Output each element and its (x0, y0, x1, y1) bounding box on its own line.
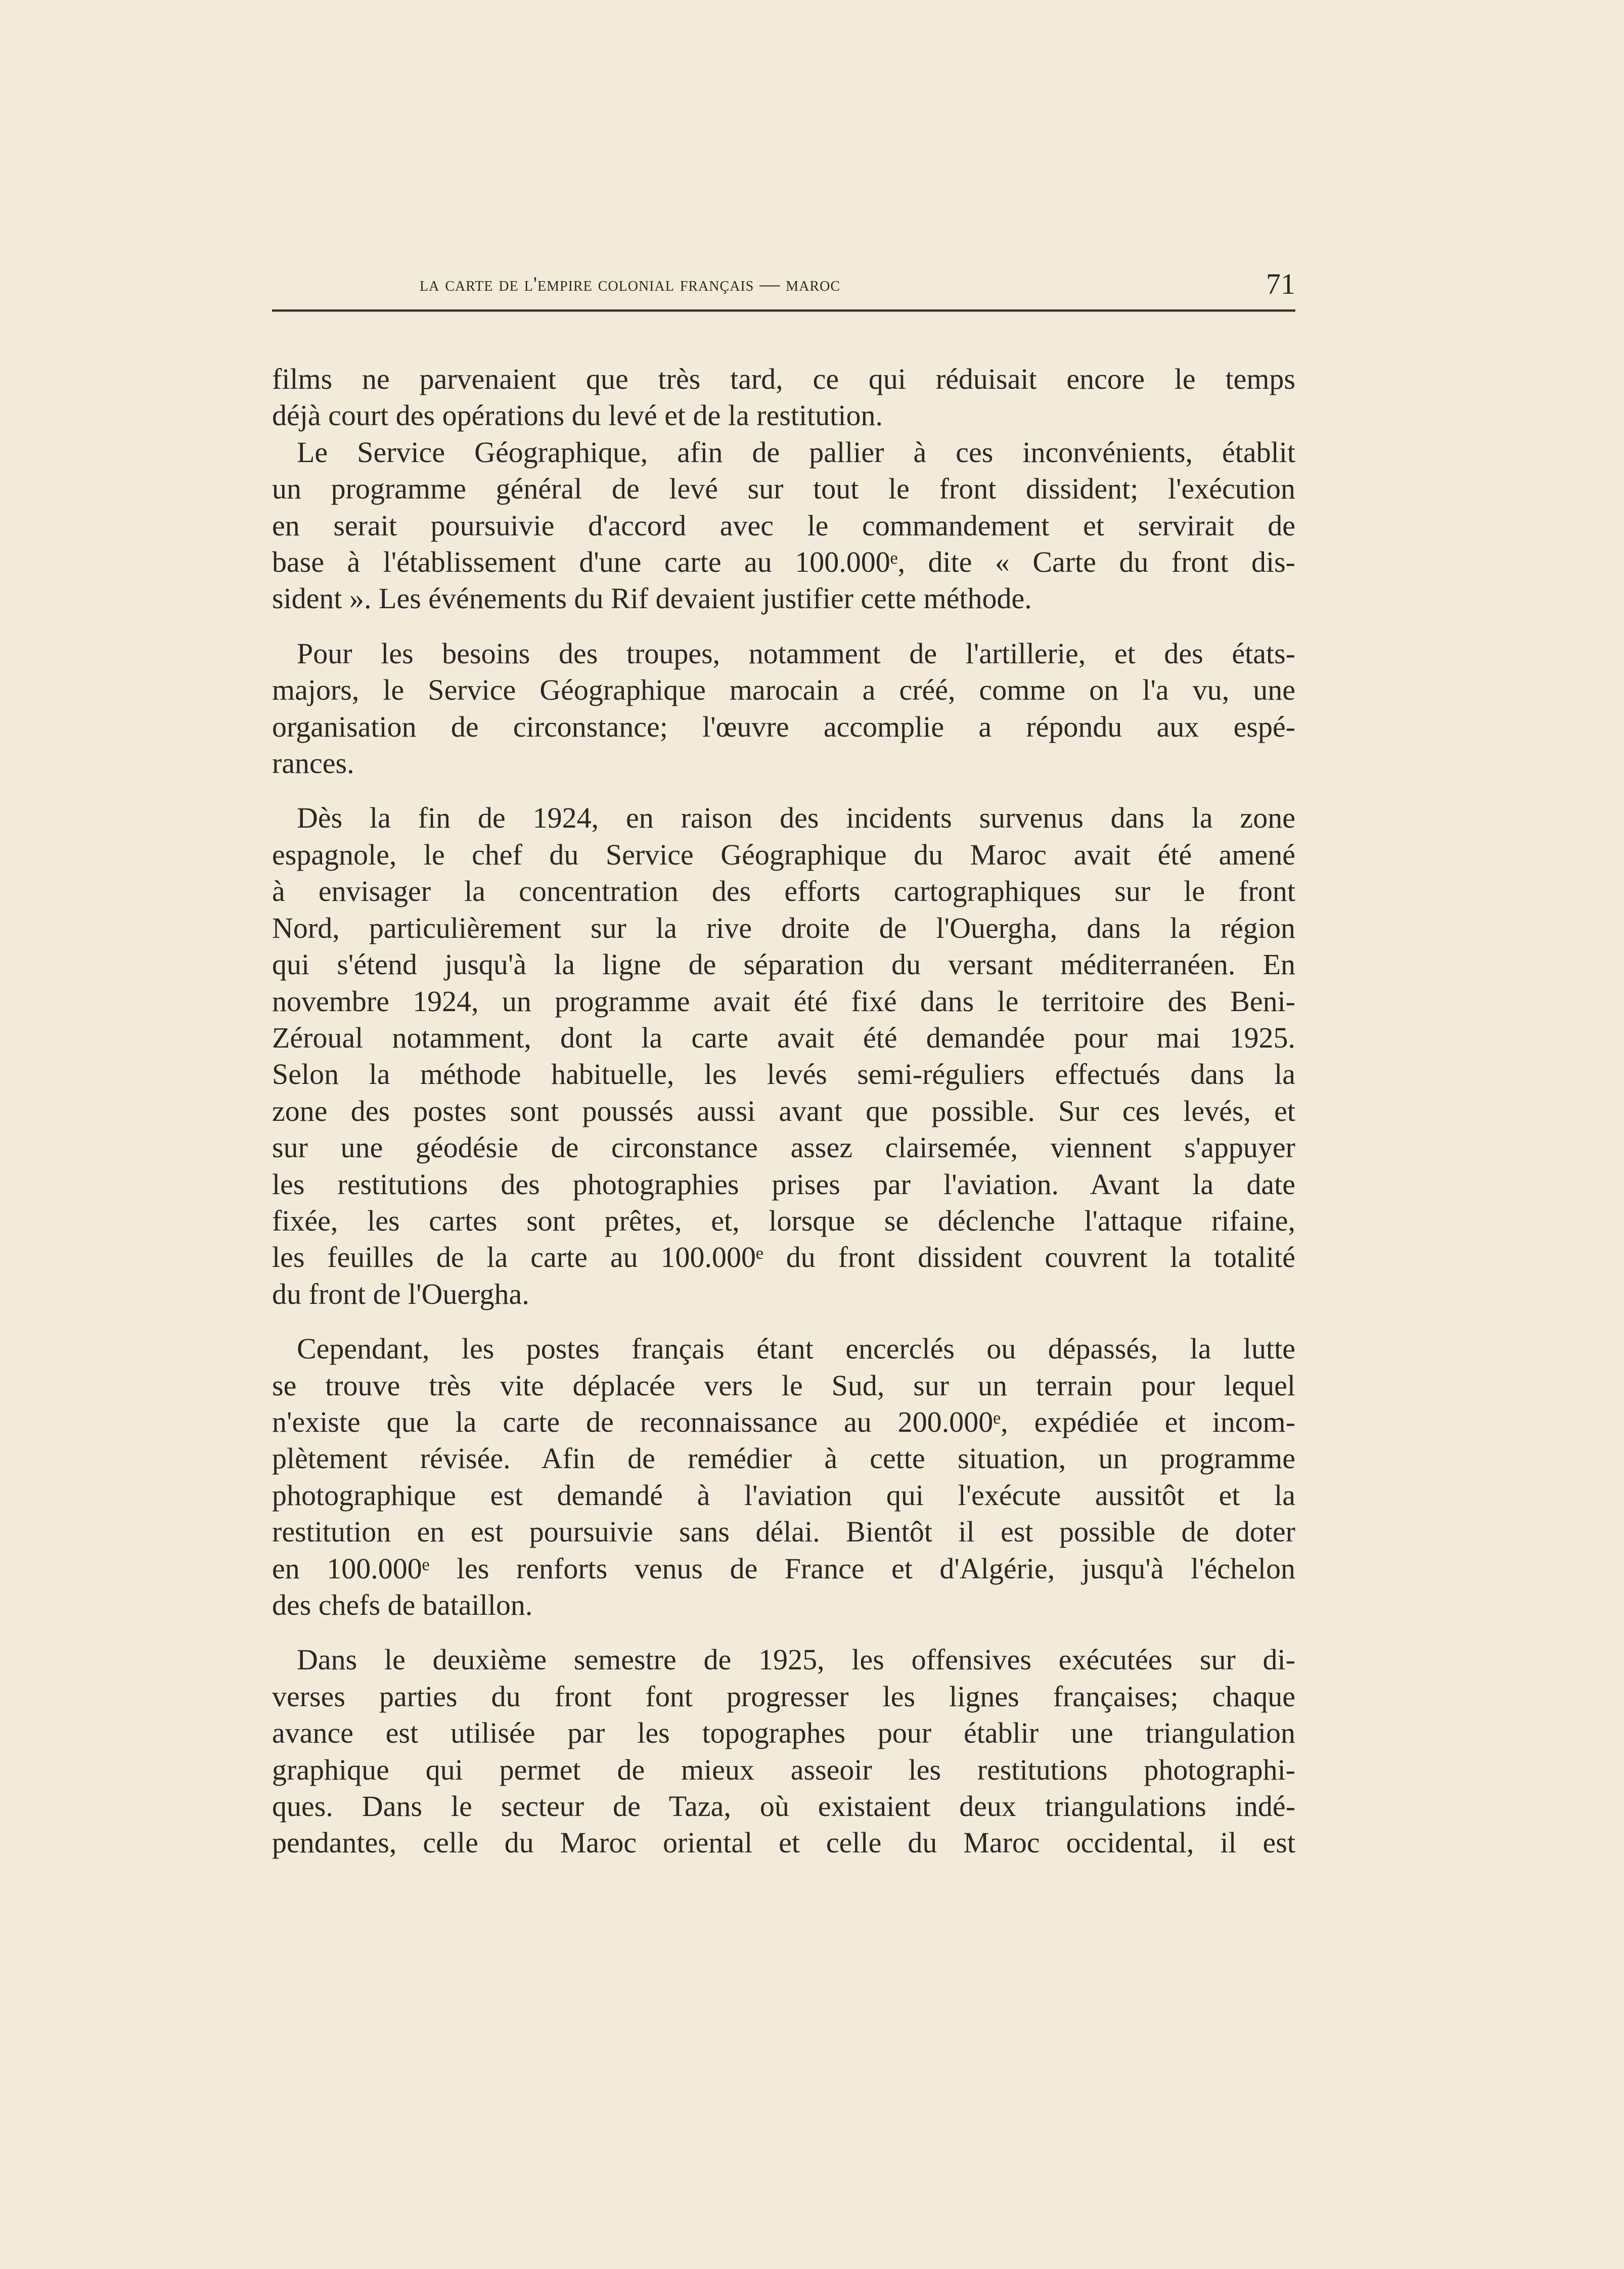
text-line: sur une géodésie de circonstance assez clairsemée, viennent s'appuyer (272, 1131, 1295, 1164)
text-line: verses parties du front font progresser les lignes françaises; chaque (272, 1680, 1295, 1713)
paragraph (272, 800, 1295, 1312)
text-line: restitution en est poursuivie sans délai. Bientôt il est possible de doter (272, 1515, 1295, 1549)
text-line: qui s'étend jusqu'à la ligne de séparation du versant méditerranéen. En (272, 948, 1295, 981)
text-line: des chefs de bataillon. (272, 1589, 533, 1621)
paragraph (272, 1642, 1295, 1861)
text-line: plètement révisée. Afin de remédier à cette situation, un programme (272, 1442, 1295, 1475)
text-line: Dès la fin de 1924, en raison des incidents survenus dans la zone (297, 801, 1295, 835)
text-line: fixée, les cartes sont prêtes, et, lorsque se déclenche l'attaque rifaine, (272, 1204, 1295, 1237)
text-line: Pour les besoins des troupes, notamment de l'artillerie, et des états- (297, 637, 1295, 670)
text-line: base à l'établissement d'une carte au 100.000ᵉ, dite « Carte du front dis- (272, 546, 1295, 579)
paragraph (272, 1331, 1295, 1623)
running-header (420, 267, 1295, 302)
text-line: n'existe que la carte de reconnaissance au 200.000ᵉ, expédiée et incom- (272, 1405, 1295, 1438)
text-line: à envisager la concentration des efforts cartographiques sur le front (272, 875, 1295, 908)
page-number: 71 (1266, 267, 1295, 300)
text-line: photographique est demandé à l'aviation qui l'exécute aussitôt et la (272, 1478, 1295, 1512)
text-line: films ne parvenaient que très tard, ce qui réduisait encore le temps (272, 362, 1295, 395)
text-line: en 100.000ᵉ les renforts venus de France et d'Algérie, jusqu'à l'échelon (272, 1552, 1295, 1585)
paragraph (272, 434, 1295, 617)
text-line: les restitutions des photographies prises par l'aviation. Avant la date (272, 1167, 1295, 1201)
text-line: déjà court des opérations du levé et de la restitution. (272, 399, 883, 432)
text-line: pendantes, celle du Maroc oriental et celle du Maroc occidental, il est (272, 1826, 1295, 1859)
text-line: novembre 1924, un programme avait été fixé dans le territoire des Beni- (272, 984, 1295, 1018)
header-rule (272, 309, 1295, 312)
text-line: espagnole, le chef du Service Géographique du Maroc avait été amené (272, 838, 1295, 871)
text-line: Le Service Géographique, afin de pallier à ces inconvénients, établit (297, 435, 1295, 469)
body-text (272, 361, 1295, 1880)
text-line: du front de l'Ouergha. (272, 1277, 529, 1310)
text-line: en serait poursuivie d'accord avec le commandement et servirait de (272, 509, 1295, 542)
paragraph (272, 361, 1295, 434)
text-line: Nord, particulièrement sur la rive droite de l'Ouergha, dans la région (272, 911, 1295, 944)
text-line: sident ». Les événements du Rif devaient justifier cette méthode. (272, 582, 1032, 615)
text-line: un programme général de levé sur tout le front dissident; l'exécution (272, 472, 1295, 506)
text-line: ques. Dans le secteur de Taza, où existaient deux triangulations indé- (272, 1790, 1295, 1823)
running-title: la carte de l'empire colonial français — maroc (420, 273, 840, 295)
text-line: les feuilles de la carte au 100.000ᵉ du front dissident couvrent la totalité (272, 1241, 1295, 1274)
text-line: Selon la méthode habituelle, les levés semi-réguliers effectués dans la (272, 1058, 1295, 1091)
text-line: majors, le Service Géographique marocain a créé, comme on l'a vu, une (272, 673, 1295, 707)
text-line: Cependant, les postes français étant encerclés ou dépassés, la lutte (297, 1332, 1295, 1366)
text-line: se trouve très vite déplacée vers le Sud, sur un terrain pour lequel (272, 1369, 1295, 1402)
text-line: graphique qui permet de mieux asseoir les restitutions photographi- (272, 1753, 1295, 1786)
text-line: rances. (272, 747, 354, 780)
text-line: Dans le deuxième semestre de 1925, les offensives exécutées sur di- (297, 1643, 1295, 1676)
text-line: organisation de circonstance; l'œuvre accomplie a répondu aux espé- (272, 710, 1295, 743)
text-line: zone des postes sont poussés aussi avant que possible. Sur ces levés, et (272, 1094, 1295, 1127)
text-line: avance est utilisée par les topographes pour établir une triangulation (272, 1716, 1295, 1750)
text-line: Zéroual notamment, dont la carte avait été demandée pour mai 1925. (272, 1021, 1295, 1054)
paragraph (272, 636, 1295, 782)
